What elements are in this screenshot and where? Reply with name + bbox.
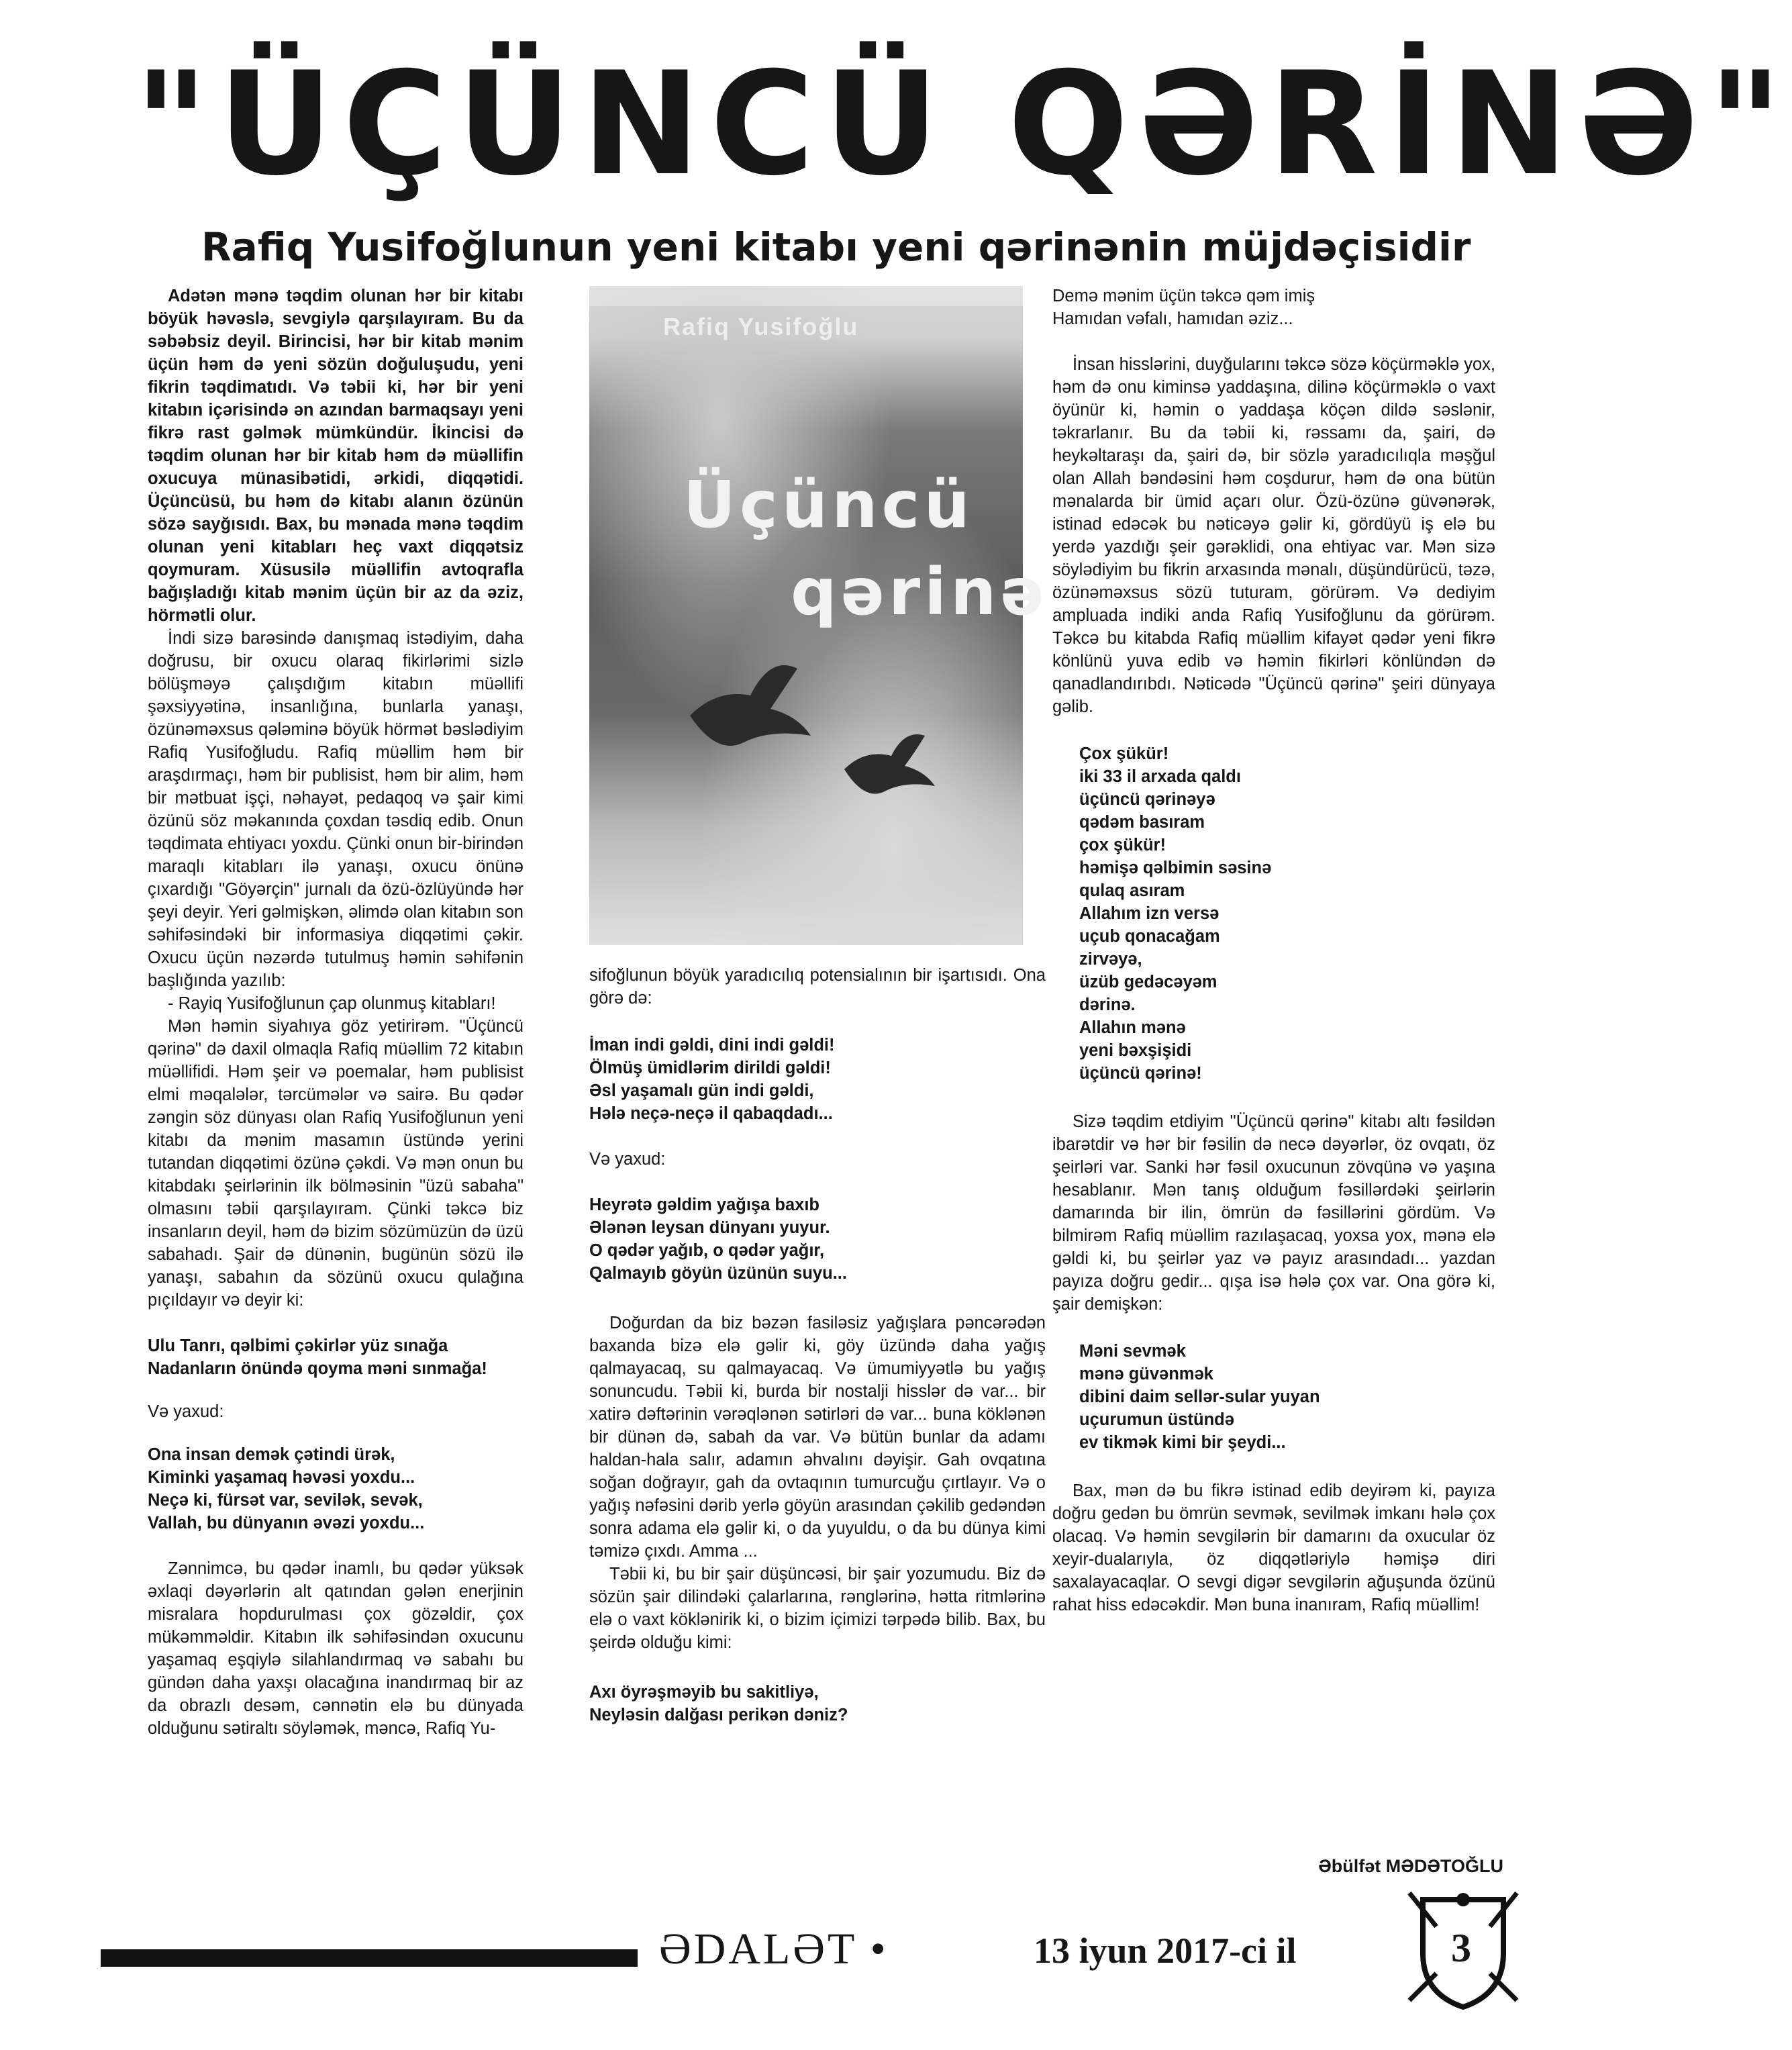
paragraph: Bax, mən də bu fikrə istinad edib deyirəm ki, payıza doğru gedən bu ömrün sevmək, sevilmək imkanı hələ çox olacaq. Və həmin sevgilərin bir damarını da oxucular öz xeyir-dualarıyla, öz diqqətləriylə həmişə diri saxalayacaqlar. O sevgi digər sevgilərin ağuşunda özünü rahat hiss edəcəkdir. Mən buna inanıram, Rafiq müəllim! <box>1052 1481 1495 1614</box>
verse <box>148 1334 524 1380</box>
verse <box>589 1681 1046 1726</box>
paragraph: Təbii ki, bu bir şair düşüncəsi, bir şair yozumudu. Biz də sözün şair dilindəki çalarlarına, rənglərinə, hətta ritmlərinə elə o vaxt köklənirik ki, o bizim içimizi tərpədə bilib. Bax, bu şeirdə olduğu kimi: <box>589 1565 1046 1652</box>
footer-bar <box>101 1949 638 1967</box>
verse-line: həmişə qəlbimin səsinə <box>1079 859 1272 877</box>
verse-line: O qədər yağıb, o qədər yağır, <box>589 1241 825 1260</box>
paragraph: Mən həmin siyahıya göz yetirirəm. "Üçüncü qərinə" də daxil olmaqla Rafiq müəllim 72 kitabın müəllifidi. Həm şeir və poemalar, həm publisist elmi məqalələr, tərcümələr və sairə. Bu qədər zəngin söz dünyası olan Rafiq Yusifoğlunun yeni kitabı da mənim masamın üstündə yerini tutandan diqqətimi özünə çəkdi. Və mən onun bu kitabdakı şeirlərinin ilk bölməsinin "üzü sabaha" olmasını təbii qarşılayıram. Çünki təkcə biz insanların deyil, həm də bizim sözümüzün də üzü sabahadı. Şair də dünənin, bugünün sözü ilə yanaşı, sabahın da sözünü oxucu qulağına pıçıldayır və deyir ki: <box>148 1017 524 1310</box>
verse-line: üçüncü qərinəyə <box>1079 790 1215 809</box>
verse-line: zirvəyə, <box>1079 950 1142 969</box>
column-3 <box>1052 285 1495 1616</box>
verse-line: uçurumun üstündə <box>1079 1410 1234 1429</box>
paragraph: İndi sizə barəsində danışmaq istədiyim, daha doğrusu, bir oxucu olaraq fikirlərimi sizlə bölüşməyə çalışdığım kitabın müəllifi şəxsiyyətinə, insanlığına, bunlarla yanaşı, özünəməxsus qələminə böyük hörmət bəslədiyim Rafiq Yusifoğludu. Rafiq müəllim həm bir araşdırmaçı, həm bir publisist, həm bir alim, həm bir mətbuat işçi, nəhayət, pedaqoq və şair kimi özünü söz məkanında çoxdan təsdiq edib. Onun təqdimata ehtiyacı yoxdu. Çünki onun bir-birindən maraqlı kitabları ilə yanaşı, oxucu önünə çıxardığı "Göyərçin" jurnalı da özü-özlüyündə hər şeyi deyir. Yeri gəlmişkən, əlimdə olan kitabın son səhifəsindəki bir informasiya diqqətimi çəkir. Oxucu üçün nəzərdə tutulmuş həmin səhifənin başlığında yazılıb: <box>148 629 524 990</box>
verse-line: Allahın mənə <box>1079 1018 1186 1037</box>
paragraph: Zənnimcə, bu qədər inamlı, bu qədər yüksək əxlaqi dəyərlərin alt qatından gələn enerjinin misralara hopdurulması çox gözəldir, çox mükəmməldir. Kitabın ilk səhifəsindən oxucunu yaşamaq eşqiylə silahlandırmaq və sabahı bu gündən daha yaxşı olacağına inandırmaq bir az da obrazlı desəm, cənnətin elə bu dünyada olduğunu sətiraltı söyləmək, məncə, Rafiq Yu- <box>148 1559 524 1738</box>
verse <box>1052 285 1495 330</box>
verse-line: qədəm basıram <box>1079 813 1205 832</box>
subtitle: Rafiq Yusifoğlunun yeni kitabı yeni qərinənin müjdəçisidir <box>201 224 1471 270</box>
column-2 <box>589 964 1046 1726</box>
verse <box>1079 1340 1495 1454</box>
author-signature: Əbülfət MƏDƏTOĞLU <box>1318 1856 1503 1876</box>
paragraph: sifoğlunun böyük yaradıcılıq potensialının bir işartısıdı. Ona görə də: <box>589 966 1046 1008</box>
verse-line: ev tikmək kimi bir şeydi... <box>1079 1433 1286 1452</box>
verse-line: üzüb gedəcəyəm <box>1079 973 1217 991</box>
verse-line: Hamıdan vəfalı, hamıdan əziz... <box>1052 309 1293 328</box>
verse <box>589 1193 1046 1285</box>
verse-line: Nadanların önündə qoyma məni sınmağa! <box>148 1359 487 1378</box>
verse-line: Demə mənim üçün təkcə qəm imiş <box>1052 287 1315 305</box>
verse-line: çox şükür! <box>1079 836 1166 855</box>
verse-line: Heyrətə gəldim yağışa baxıb <box>589 1195 819 1214</box>
verse-line: qulaq asıram <box>1079 881 1185 900</box>
verse-line: Ona insan demək çətindi ürək, <box>148 1445 395 1464</box>
verse-line: mənə güvənmək <box>1079 1365 1213 1383</box>
or-label: Və yaxud: <box>148 1402 224 1421</box>
column-1 <box>148 285 524 1740</box>
verse <box>148 1443 524 1534</box>
verse-line: Axı öyrəşməyib bu sakitliyə, <box>589 1683 819 1702</box>
verse <box>589 1034 1046 1125</box>
verse-line: iki 33 il arxada qaldı <box>1079 767 1241 786</box>
verse-line: Çox şükür! <box>1079 744 1169 763</box>
issue-date: 13 iyun 2017-ci il <box>1034 1931 1297 1971</box>
verse-line: Qalmayıb göyün üzünün suyu... <box>589 1264 847 1283</box>
paragraph: Sizə təqdim etdiyim "Üçüncü qərinə" kitabı altı fəsildən ibarətdir və hər bir fəsilin də necə dəyərlər, öz ovqatı, öz şeirləri var. Sanki hər fəsil oxucunun zövqünə və yaşına hesablanır. Mən tanış olduğum fəsillərdəki şeirlərin damarında bir ilin, ömrün də fəsillərini gördüm. Və bilmirəm Rafiq müəllim razılaşacaq, yoxsa yox, mənə elə gəldi ki, bu şeirlər yaz və payız arasındadı... yazdan payıza doğru gedir... qışa isə hələ çox var. Ona görə ki, şair demişkən: <box>1052 1112 1495 1314</box>
paragraph: Adətən mənə təqdim olunan hər bir kitabı böyük həvəslə, sevgiylə qarşılayıram. Bu da səbəbsiz deyil. Birincisi, hər bir kitab mənim üçün həm də yeni sözün doğuluşudu, yeni fikrin təqdimatıdı. Və təbii ki, hər bir yeni kitabın içərisində ən azından barmaqsayı yeni fikrə rast gəlmək mümkündür. İkincisi də təqdim olunan hər bir kitab həm də müəllifin oxucuya münasibətidi, ərkidi, diqqətidi. Üçüncüsü, bu həm də kitabı alanın özünün sözə sayğısıdı. Bax, bu mənada mənə təqdim olunan yeni kitabları heç vaxt diqqətsiz qoymuram. Xüsusilə müəllifin avtoqrafla bağışladığı kitab mənim üçün bir az da əziz, hörmətli olur. <box>148 287 524 625</box>
verse-line: Neçə ki, fürsət var, sevilək, sevək, <box>148 1491 423 1510</box>
verse-line: dibini daim sellər-sular yuyan <box>1079 1387 1320 1406</box>
verse <box>1079 742 1495 1085</box>
verse-line: Kiminki yaşamaq həvəsi yoxdu... <box>148 1468 415 1487</box>
verse-line: uçub qonacağam <box>1079 927 1220 946</box>
verse-line: Hələ neçə-neçə il qabaqdadı... <box>589 1104 833 1123</box>
cover-author: Rafiq Yusifoğlu <box>663 313 859 340</box>
verse-line: Ölmüş ümidlərim dirildi gəldi! <box>589 1059 831 1077</box>
book-cover-photo <box>589 286 1048 945</box>
cover-title-line1: Üçüncü <box>683 467 974 542</box>
paragraph: İnsan hisslərini, duyğularını təkcə sözə köçürməklə yox, həm də onu kiminsə yaddaşına, dilinə köçürməklə o vaxt öyünür ki, həmin o yaddaşa köçən dildə səslənir, təkrarlanır. Bu da təbii ki, rəssamı da, şairi, də heykəltaraşı da, şairi də, bir sözlə yaradıcılıqla məşğul olan Allah bəndəsini həm coşdurur, həm də ona bütün mənalarda bir ümid açarı olur. Özü-özünə güvənərək, istinad edəcək bu nəticəyə gəlir ki, gördüyü iş elə bu yerdə yazdığı şeir gərəklidi, ona ehtiyac var. Mən sizə söylədiyim bu fikrin arxasında mənalı, düşündürücü, təzə, özünəməxsus sözü tuturam, görürəm. Və dediyim ampluada indiki anda Rafiq Yusifoğlunu da görürəm. Təkcə bu kitabda Rafiq müəllim kifayət qədər yeni fikrə könlünü yuva edib və həmin fikirləri könlündən də qanadlandırıbdı. Nəticədə "Üçüncü qərinə" şeiri dünyaya gəlib. <box>1052 355 1495 716</box>
verse-line: Neyləsin dalğası perikən dəniz? <box>589 1706 848 1724</box>
verse-line: yeni bəxşişidi <box>1079 1041 1192 1060</box>
verse-line: Ulu Tanrı, qəlbimi çəkirlər yüz sınağa <box>148 1336 448 1355</box>
verse-line: Əsl yaşamalı gün indi gəldi, <box>589 1081 814 1100</box>
verse-line: Ələnən leysan dünyanı yuyur. <box>589 1218 830 1237</box>
verse-line: İman indi gəldi, dini indi gəldi! <box>589 1036 835 1055</box>
verse-line: Allahım izn versə <box>1079 904 1219 923</box>
headline: "ÜÇÜNCÜ QƏRİNƏ" <box>134 41 1792 207</box>
page-number: 3 <box>1451 1926 1471 1970</box>
or-label: Və yaxud: <box>589 1150 666 1169</box>
paragraph: - Rayiq Yusifoğlunun çap olunmuş kitabları! <box>168 994 496 1013</box>
paragraph: Doğurdan da biz bəzən fasiləsiz yağışlara pəncərədən baxanda bizə elə gəlir ki, göy üzündə daha yağış qalmayacaq, su qalmayacaq. Və ümumiyyətlə bu yağış sonuncudu. Təbii ki, burda bir nostalji hisslər də var... bir xatirə dəftərinin vərəqlənən sətirləri də var... buna köklənən bir dünən də, sabah da var. Və bütün bunlar da adamı haldan-hala salır, adamın əhvalını dəyişir. Gah ovqatına soğan doğrayır, gah da ovtaqının tumurcuğu çırtlayır. Və o yağış nəfəsini dərib yerlə göyün arasından çəkilib gedəndən sonra adama elə gəlir ki, o da yuyuldu, o da bu dünya kimi təmizə çıxdı. Amma ... <box>589 1314 1046 1561</box>
verse-line: üçüncü qərinə! <box>1079 1064 1202 1083</box>
verse-line: Vallah, bu dünyanın əvəzi yoxdu... <box>148 1514 425 1532</box>
cover-title-line2: qərinə <box>791 554 1048 630</box>
verse-line: dərinə. <box>1079 995 1136 1014</box>
verse-line: Məni sevmək <box>1079 1342 1186 1361</box>
newspaper-name: ƏDALƏT • <box>659 1924 889 1973</box>
